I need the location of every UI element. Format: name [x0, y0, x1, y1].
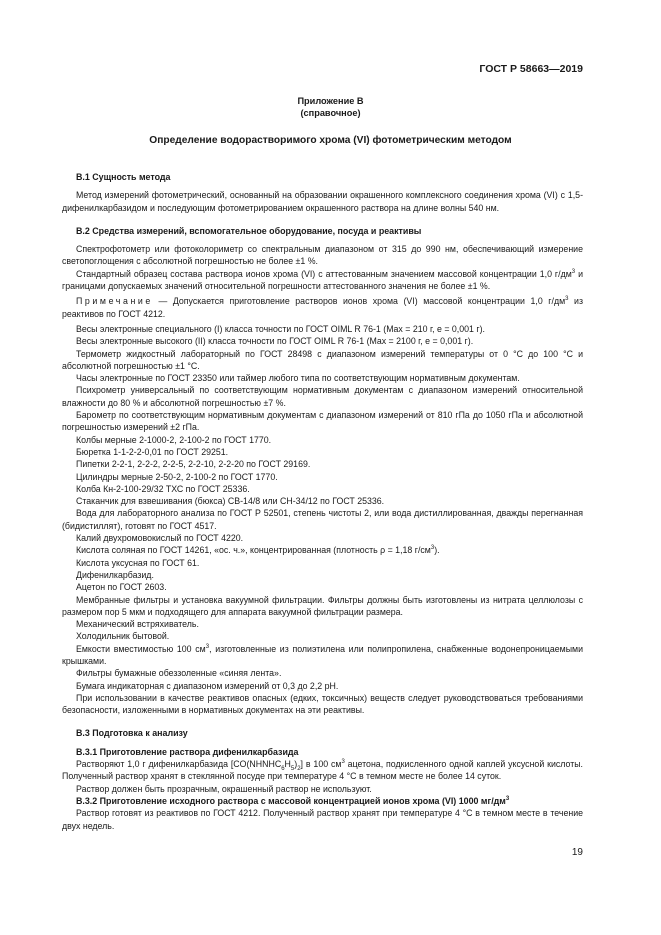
list-item: Холодильник бытовой. [76, 631, 170, 642]
note-paragraph: Примечание — Допускается приготовление растворов ионов хрома (VI) массовой концентрации 1,0 $г/дм^3$ из реактивов по ГОСТ 4212. [62, 296, 583, 319]
list-item: Цилиндры мерные 2-50-2, 2-100-2 по ГОСТ 1770. [76, 471, 278, 482]
page-number: 19 [571, 847, 583, 858]
list-item: Психрометр универсальный по соответствующим нормативным документам с диапазоном измерений относительной влажности до 80 % и абсолютной погрешностью ±7 %. [62, 385, 583, 408]
document-id: ГОСТ Р 58663—2019 [479, 63, 583, 75]
appendix-title: Приложение В [297, 96, 364, 106]
appendix-heading [0, 95, 661, 119]
list-item: Калий двухромовокислый по ГОСТ 4220. [76, 533, 244, 544]
list-item: Барометр по соответствующим нормативным документам с диапазоном измерений от 810 гПа до 1050 гПа и абсолютной погрешностью измерений ±2 гПа. [62, 410, 583, 433]
list-item: Бюретка 1-1-2-2-0,01 по ГОСТ 29251. [76, 446, 229, 457]
document-body [62, 171, 583, 832]
list-item: Фильтры бумажные обеззоленные «синяя лента». [76, 668, 282, 679]
containers-item: Емкости вместимостью 100 $см^3$, изготовленные из полиэтилена или полипропилена, снабженные водонепроницаемыми крышками. [62, 643, 583, 666]
list-item: Колба Кн-2-100-29/32 ТХС по ГОСТ 25336. [76, 483, 250, 494]
appendix-type: (справочное) [300, 108, 361, 118]
list-item: Пипетки 2-2-1, 2-2-2, 2-2-5, 2-2-10, 2-2-20 по ГОСТ 29169. [76, 459, 311, 470]
section-b2-heading: В.2 Средства измерений, вспомогательное оборудование, посуда и реактивы [76, 225, 422, 236]
section-b31-paragraph-2: Раствор должен быть прозрачным, окрашенный раствор не используют. [76, 783, 372, 794]
spectrophotometer-paragraph: Спектрофотометр или фотоколориметр со спектральным диапазоном от 315 до 990 нм, обеспечивающий измерение светопоглощения с абсолютной погрешностью не более ±1 %. [62, 244, 583, 267]
list-item: Бумага индикаторная с диапазоном измерений от 0,3 до 2,2 pH. [76, 680, 339, 691]
list-item: Колбы мерные 2-1000-2, 2-100-2 по ГОСТ 1770. [76, 434, 272, 445]
list-item: Весы электронные специального (I) класса точности по ГОСТ OIML R 76-1 (Max = 210 г, e = 0,001 г). [76, 323, 485, 334]
list-item: Весы электронные высокого (II) класса точности по ГОСТ OIML R 76-1 (Max = 2100 г, e = 0,001 г). [76, 336, 474, 347]
appendix-main-title: Определение водорастворимого хрома (VI) фотометрическим методом [149, 135, 512, 146]
standard-sample-paragraph: Стандартный образец состава раствора ионов хрома (VI) с аттестованным значением массовой концентрации 1,0 $г/дм^3$ и границами допускаемых значений относительной погрешности аттестованного значения не более ±1 %. [62, 268, 583, 292]
list-item: Вода для лабораторного анализа по ГОСТ Р 52501, степень чистоты 2, или вода дистиллированная, дважды перегнанная (бидистиллят), готовят по ГОСТ 4517. [62, 508, 583, 531]
section-b31-paragraph: Растворяют 1,0 г дифенилкарбазида $[CO(NHNHC_6H_5)_2]$ в 100 $см^3$ ацетона, подкисленного одной каплей уксусной кислоты. Полученный раствор хранят в стеклянной посуде при температуре 4 °C в темном месте не более 14 суток. [62, 759, 584, 782]
section-b3-heading: В.3 Подготовка к анализу [76, 728, 188, 739]
list-item: Часы электронные по ГОСТ 23350 или таймер любого типа по соответствующим нормативным документам. [76, 373, 520, 384]
note-label: Примечание [76, 296, 153, 307]
section-b32-text: Раствор готовят из реактивов по ГОСТ 4212. Полученный раствор хранят при температуре 4 °C в темном месте в течение двух недель. [62, 808, 583, 831]
list-item: Ацетон по ГОСТ 2603. [76, 582, 167, 593]
list-item: Стаканчик для взвешивания (бюкса) СВ-14/8 или СН-34/12 по ГОСТ 25336. [76, 496, 385, 507]
section-b1-text: Метод измерений фотометрический, основанный на образовании окрашенного комплексного соединения хрома (VI) с 1,5-дифенилкарбазидом и последующим фотометрированием окрашенного раствора на длине волны 540 нм. [62, 190, 583, 213]
list-item: Термометр жидкостный лабораторный по ГОСТ 28498 с диапазоном измерений температуры от 0 °C до 100 °C и абсолютной погрешностью ±1 °C. [62, 348, 583, 371]
section-b1-heading: В.1 Сущность метода [76, 172, 171, 182]
list-item: Кислота уксусная по ГОСТ 61. [76, 557, 200, 568]
list-item: Мембранные фильтры и установка вакуумной фильтрации. Фильтры должны быть изготовлены из нитрата целлюлозы с размером пор 5 мкм и подходящего для аппарата вакуумной фильтрации размера. [62, 594, 583, 617]
hydrochloric-acid-item: Кислота соляная по ГОСТ 14261, «ос. ч.», концентрированная (плотность ρ = 1,18 $г/см^3$). [76, 545, 440, 556]
list-item: При использовании в качестве реактивов опасных (едких, токсичных) веществ следует руководствоваться требованиями безопасности, изложенными в нормативных документах на эти реактивы. [62, 692, 583, 716]
section-b31-heading: В.3.1 Приготовление раствора дифенилкарбазида [76, 746, 299, 757]
list-item: Механический встряхиватель. [76, 619, 199, 630]
section-b32-heading: В.3.2 Приготовление исходного раствора с массовой концентрацией ионов хрома (VI) 1000 $мг/дм^3$ [76, 795, 510, 806]
list-item: Дифенилкарбазид. [76, 569, 154, 580]
